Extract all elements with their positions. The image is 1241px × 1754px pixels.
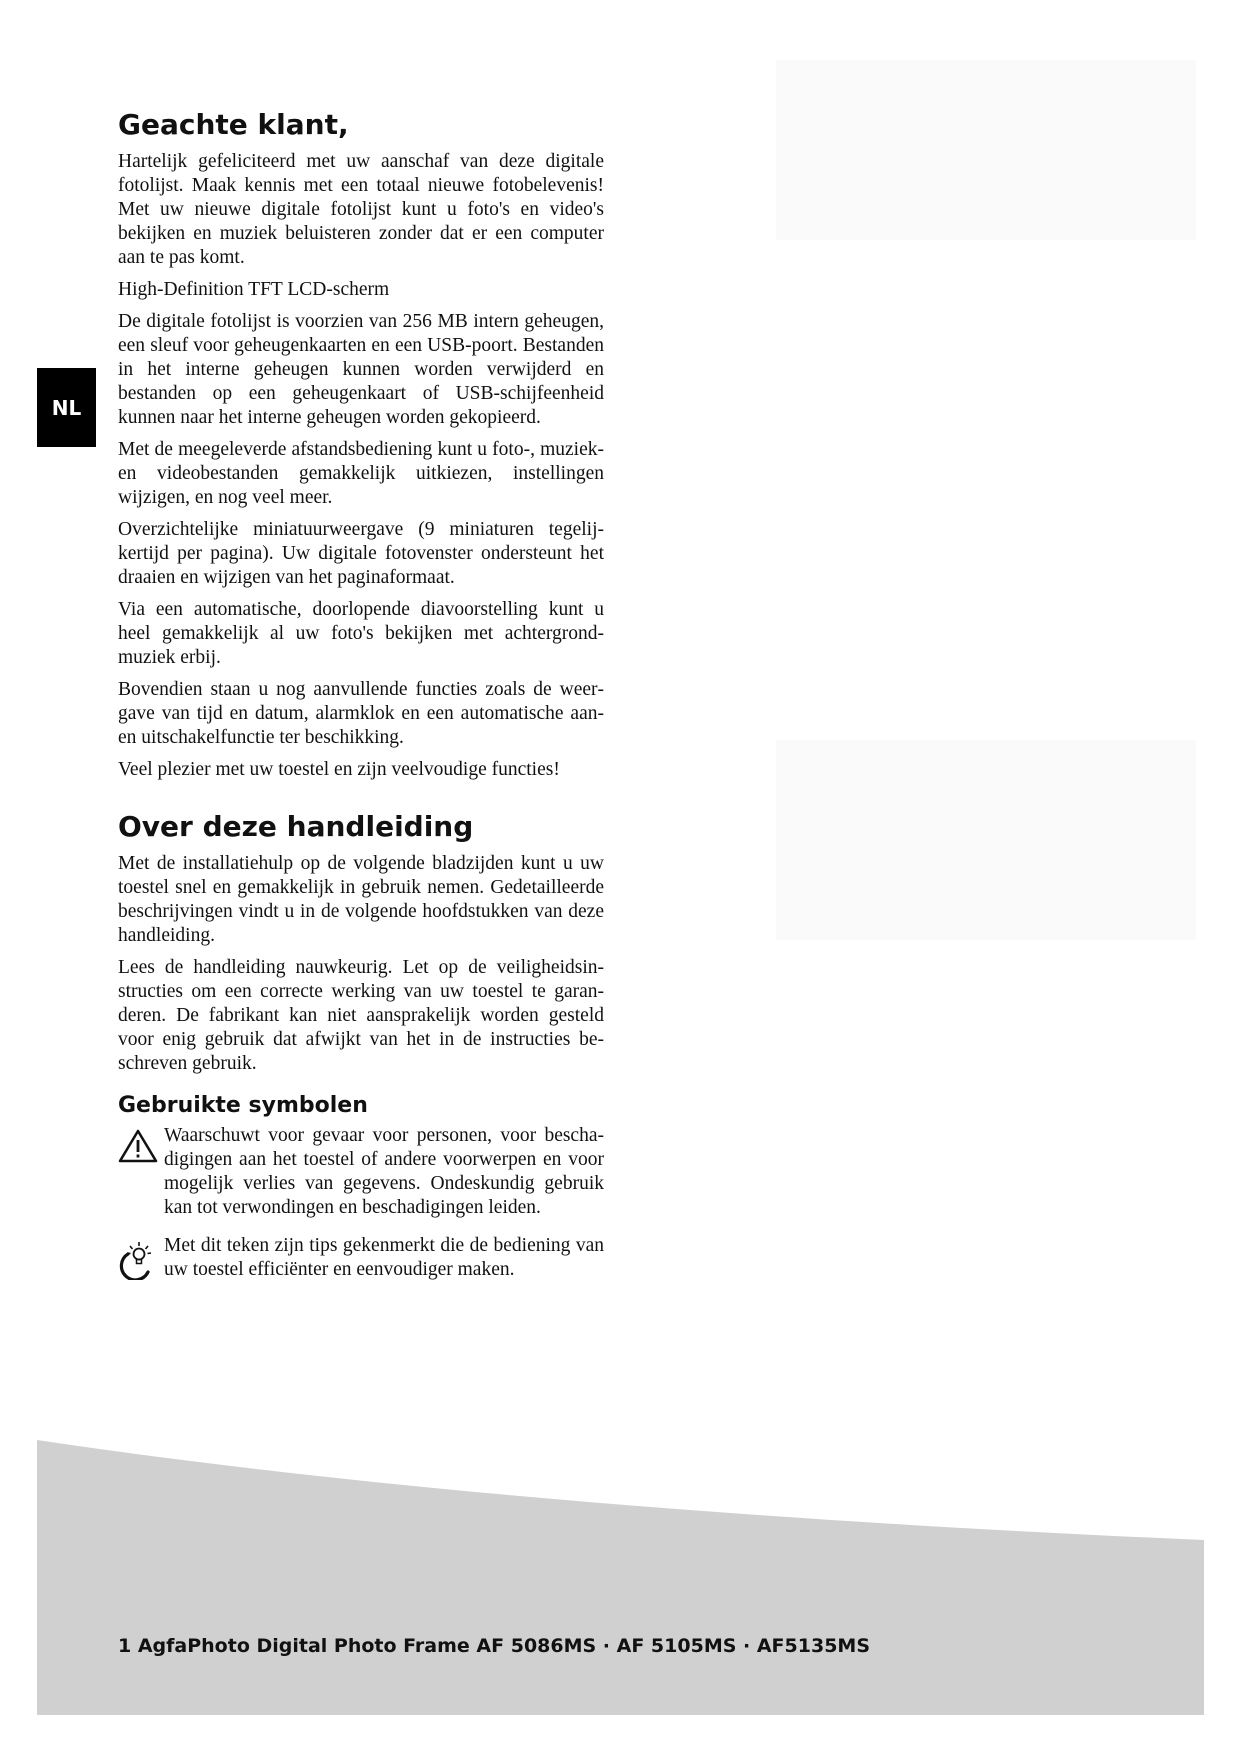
paragraph: Overzichtelijke miniatuurweergave (9 miniaturen tegelijkertijd per pagina). Uw digitale fotovenster ondersteunt het draaien en wijzigen van het paginaformaat. [118, 519, 604, 588]
paragraph: Bovendien staan u nog aanvullende functies zoals de weergave van tijd en datum, alarmklok en een automatische aan- en uitschakelfunctie ter beschikking. [118, 679, 604, 748]
about-heading: Over deze handleiding [118, 810, 474, 843]
footer-band [37, 1440, 1204, 1715]
warning-symbol-entry [118, 1124, 604, 1220]
paragraph: Met de meegeleverde afstandsbediening kunt u foto-, muziek- en videobestanden gemakkelijk uitkiezen, instellingen wijzigen, en nog veel meer. [118, 439, 604, 508]
background-shade [776, 60, 1196, 240]
paragraph: Met de installatiehulp op de volgende bladzijden kunt u uw toestel snel en gemakkelijk in gebruik nemen. Gedetailleerde beschrijvingen vindt u in de volgende hoofdstukken van deze handleiding. [118, 853, 604, 946]
tip-symbol-entry [118, 1234, 604, 1285]
paragraph: Hartelijk gefeliciteerd met uw aanschaf van deze digitale fotolijst. Maak kennis met een totaal nieuwe fotobelevenis! Met uw nieuwe digitale fotolijst kunt u foto's en video's bekijken en muziek beluisteren zonder dat er een computer aan te pas komt. [118, 151, 604, 268]
tip-text: Met dit teken zijn tips gekenmerkt die de bediening van uw toestel efficiënter en eenvoudiger maken. [164, 1235, 604, 1280]
paragraph: High-Definition TFT LCD-scherm [118, 279, 390, 300]
paragraph: Via een automatische, doorlopende diavoorstelling kunt u heel gemakkelijk al uw foto's bekijken met achtergrondmuziek erbij. [118, 599, 604, 668]
footer-page-title: 1 AgfaPhoto Digital Photo Frame AF 5086MS · AF 5105MS · AF5135MS [118, 1635, 871, 1657]
lightbulb-tip-icon [118, 1234, 164, 1285]
paragraph: Veel plezier met uw toestel en zijn veelvoudige functies! [118, 759, 560, 780]
background-shade [776, 740, 1196, 940]
paragraph: Lees de handleiding nauwkeurig. Let op de veiligheidsinstructies om een correcte werking van uw toestel te garanderen. De fabrikant kan niet aansprakelijk worden gesteld voor enig gebruik dat afwijkt van het in de instructies beschreven gebruik. [118, 957, 604, 1074]
warning-triangle-icon [118, 1124, 164, 1169]
greeting-heading: Geachte klant, [118, 108, 349, 141]
main-column [118, 108, 604, 1299]
language-tab: NL [37, 368, 96, 447]
paragraph: De digitale fotolijst is voorzien van 256 MB intern geheugen, een sleuf voor geheugenkaarten en een USB-poort. Bestanden in het interne geheugen kunnen worden verwijderd en bestanden op een geheugenkaart of USB-schijfeenheid kunnen naar het interne geheugen worden gekopieerd. [118, 311, 604, 428]
warning-text: Waarschuwt voor gevaar voor personen, voor beschadigingen aan het toestel of andere voorwerpen en voor mogelijk verlies van gegevens. Ondeskundig gebruik kan tot verwondingen en beschadigingen leiden. [164, 1125, 604, 1218]
symbols-heading: Gebruikte symbolen [118, 1093, 368, 1118]
